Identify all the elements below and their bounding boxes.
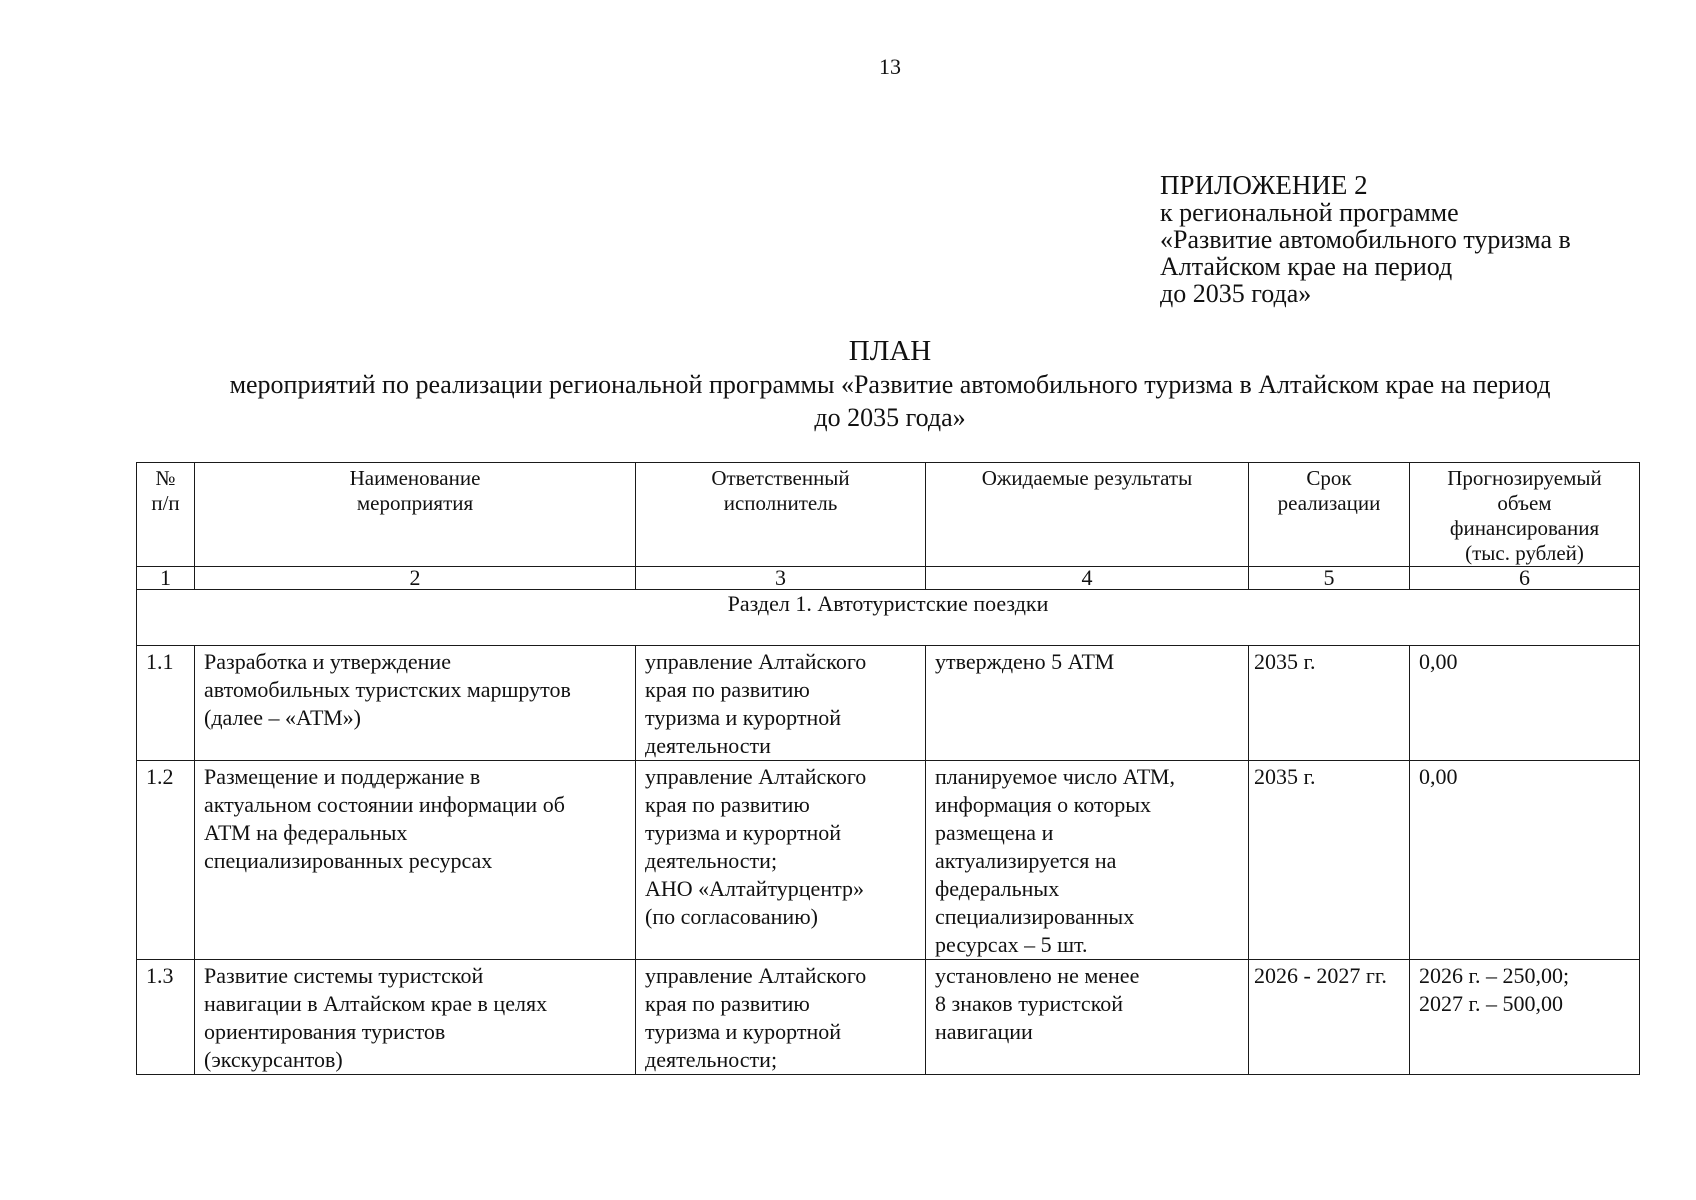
table-row [137, 646, 1640, 761]
column-number: 6 [1410, 567, 1640, 590]
row-executor: управление Алтайского края по развитию туризма и курортной деятельности; АНО «Алтайтурцентр» (по согласованию) [636, 761, 926, 960]
column-number-row [137, 567, 1640, 590]
row-executor: управление Алтайского края по развитию туризма и курортной деятельности; [636, 960, 926, 1075]
table-row [137, 960, 1640, 1075]
appendix-block [1160, 172, 1571, 307]
header-executor: Ответственный исполнитель [636, 463, 926, 567]
page-number: 13 [879, 54, 901, 79]
row-result: установлено не менее 8 знаков туристской навигации [926, 960, 1249, 1075]
column-number: 3 [636, 567, 926, 590]
header-term: Срок реализации [1249, 463, 1410, 567]
section-title: Раздел 1. Автотуристские поездки [137, 590, 1640, 646]
header-number: № п/п [137, 463, 195, 567]
header-results: Ожидаемые результаты [926, 463, 1249, 567]
appendix-line-1: к региональной программе [1160, 198, 1459, 227]
appendix-line-3: Алтайском крае на период [1160, 252, 1453, 281]
section-row [137, 590, 1640, 646]
title-main: ПЛАН [848, 335, 932, 367]
row-name: Разработка и утверждение автомобильных туристских маршрутов (далее – «АТМ») [195, 646, 636, 761]
row-number: 1.1 [137, 646, 195, 761]
row-name: Размещение и поддержание в актуальном состоянии информации об АТМ на федеральных специализированных ресурсах [195, 761, 636, 960]
row-term: 2026 - 2027 гг. [1249, 960, 1410, 1075]
plan-table [136, 462, 1640, 1075]
appendix-line-4: до 2035 года» [1160, 279, 1312, 308]
title-subtitle-line-2: до 2035 года» [814, 403, 966, 432]
row-term: 2035 г. [1249, 646, 1410, 761]
column-number: 1 [137, 567, 195, 590]
header-funding: Прогнозируемый объем финансирования (тыс. рублей) [1410, 463, 1640, 567]
appendix-heading: ПРИЛОЖЕНИЕ 2 [1160, 170, 1368, 200]
row-executor: управление Алтайского края по развитию туризма и курортной деятельности [636, 646, 926, 761]
row-result: планируемое число АТМ, информация о которых размещена и актуализируется на федеральных специализированных ресурсах – 5 шт. [926, 761, 1249, 960]
row-number: 1.3 [137, 960, 195, 1075]
column-number: 4 [926, 567, 1249, 590]
title-subtitle-line-1: мероприятий по реализации региональной программы «Развитие автомобильного туризма в Алтайском крае на период [229, 370, 1551, 399]
row-name: Развитие системы туристской навигации в Алтайском крае в целях ориентирования туристов (экскурсантов) [195, 960, 636, 1075]
row-number: 1.2 [137, 761, 195, 960]
column-number: 5 [1249, 567, 1410, 590]
header-name: Наименование мероприятия [195, 463, 636, 567]
column-number: 2 [195, 567, 636, 590]
appendix-line-2: «Развитие автомобильного туризма в [1160, 225, 1571, 254]
row-funding: 0,00 [1410, 761, 1640, 960]
document-title [140, 334, 1640, 434]
row-funding: 2026 г. – 250,00; 2027 г. – 500,00 [1410, 960, 1640, 1075]
row-funding: 0,00 [1410, 646, 1640, 761]
table-row [137, 761, 1640, 960]
row-term: 2035 г. [1249, 761, 1410, 960]
table-header-row [137, 463, 1640, 567]
row-result: утверждено 5 АТМ [926, 646, 1249, 761]
